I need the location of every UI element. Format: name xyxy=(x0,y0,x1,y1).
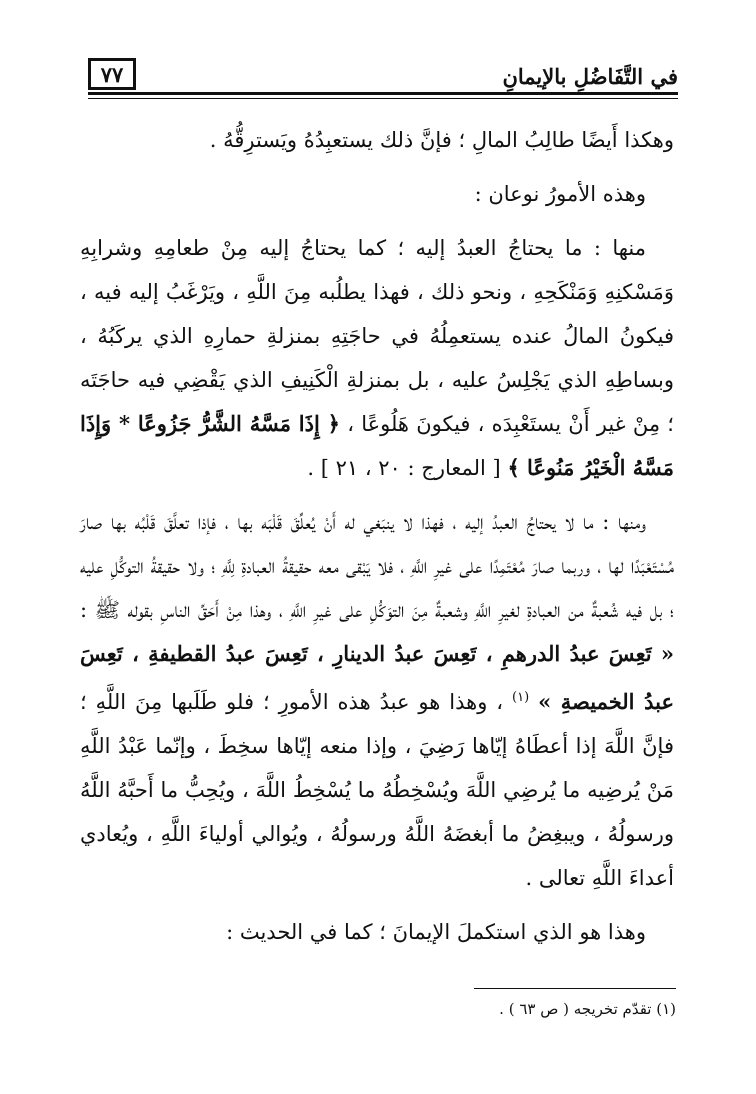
footnote-marker: (١) xyxy=(512,690,530,705)
header-rule-thin xyxy=(88,98,678,99)
footnote-divider xyxy=(474,988,676,989)
paragraph-3 xyxy=(80,226,674,490)
main-text xyxy=(80,118,674,964)
paragraph-4 xyxy=(80,500,674,900)
page-number: ٧٧ xyxy=(88,58,136,90)
quran-verse: ﴿ إِذَا مَسَّهُ الشَّرُّ جَزُوعًا * وَإِذَا مَسَّهُ الْخَيْرُ مَنُوعًا ﴾ xyxy=(80,411,674,480)
paragraph-4-text-b: ، وهذا هو عبدُ هذه الأمورِ ؛ فلو طَلَبها مِنَ اللَّهِ ؛ فإنَّ اللَّهَ إذا أعطَاهُ إيّاها رَضِيَ ، وإذا منعه إيّاها سخِطَ ، وإنّما عَبْدُ اللَّهِ مَنْ يُرضِيه ما يُرضِي اللَّهَ ويُسْخِطُهُ ما يُسْخِطُ اللَّهَ ، ويُحِبُّ ما أَحبَّهُ اللَّهُ ورسولُهُ ، ويبغِضُ ما أبغضَهُ اللَّهُ ورسولُهُ ، ويُوالي أولياءَ اللَّهِ ، ويُعادي أعداءَ اللَّهِ تعالى . xyxy=(80,690,674,890)
running-title: في التَّفَاضُلِ بالإيمانِ xyxy=(502,64,678,89)
paragraph-1: وهكذا أَيضًا طالِبُ المالِ ؛ فإنَّ ذلك يستعبِدُهُ ويَسترِقُّهُ . xyxy=(209,128,674,152)
paragraph-2: وهذه الأمورُ نوعان : xyxy=(474,182,646,206)
quran-reference: [ المعارج : ٢٠ ، ٢١ ] . xyxy=(307,456,501,480)
paragraph-5: وهذا هو الذي استكملَ الإيمانَ ؛ كما في الحديث : xyxy=(226,920,646,944)
footnote: (١) تقدّم تخريجه ( ص ٦٣ ) . xyxy=(499,1000,676,1018)
header-rule-thick xyxy=(88,92,678,95)
paragraph-4-text-a: ومنها : ما لا يحتاجُ العبدُ إليه ، فهذا لا ينبَغي له أَنْ يُعلِّقَ قَلْبَه بها ، فإذا تعلَّقَ قَلْبُه بها صارَ مُسْتَعْبَدًا لها ، وربما صارَ مُعْتَمِدًا على غيرِ اللَّهِ ، فلا يَبْقى معه حقيقةُ العبادةِ لِلَّهِ ؛ ولا حقيقةُ التوكُّلِ عليه ؛ بل فيه شُعبةٌ من العبادةِ لغيرِ اللَّهِ وشعبةٌ مِنَ التوَكُّلِ على غيرِ اللَّهِ ، وهذا مِنْ أَحَقِّ الناسِ بقوله ﷺ : xyxy=(80,510,674,622)
hadith-quote: « تَعِسَ عبدُ الدرهمِ ، تَعِسَ عبدُ الدينارِ ، تَعِسَ عبدُ القطيفةِ ، تَعِسَ عبدُ الخميصةِ » xyxy=(80,641,674,714)
paragraph-3-text: منها : ما يحتاجُ العبدُ إليه ؛ كما يحتاجُ إليه مِنْ طعامِهِ وشرابِهِ وَمَسْكنِهِ وَمَنْكَحِهِ ، ونحو ذلك ، فهذا يطلُبه مِنَ اللَّهِ ، ويَرْغَبُ إليه فيه ، فيكونُ المالُ عنده يستعمِلُهُ في حاجَتِهِ بمنزلةِ حمارِهِ الذي يركَبُهُ ، وبساطِهِ الذي يَجْلِسُ عليه ، بل بمنزلةِ الْكَنِيفِ الذي يَقْضِي فيه حاجَتَه ؛ مِنْ غير أَنْ يستَعْبِدَه ، فيكونَ هَلُوعًا ، xyxy=(80,236,674,436)
page-header xyxy=(88,50,678,102)
